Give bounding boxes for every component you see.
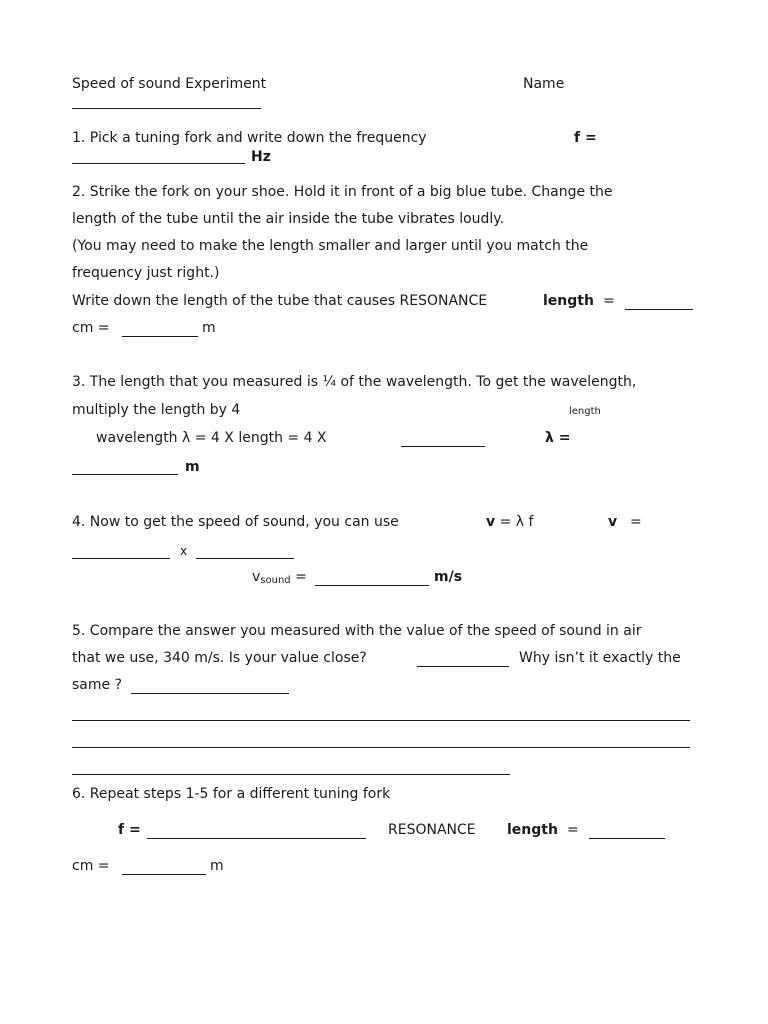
second-length-cm-field[interactable] (589, 838, 665, 839)
step4-v-label: v (608, 514, 618, 530)
step3-unit: m (185, 459, 200, 475)
length-cm-field[interactable] (625, 309, 693, 310)
length-m-field[interactable] (122, 336, 198, 337)
step6-m-label: m (210, 858, 224, 874)
name-label: Name (523, 76, 565, 92)
formula-v: v (486, 514, 496, 530)
step2-line2: length of the tube until the air inside the tube vibrates loudly. (72, 211, 505, 227)
step2-line4: frequency just right.) (72, 265, 220, 281)
step6-f-label: f = (118, 822, 141, 838)
explanation-line-2[interactable] (72, 747, 690, 748)
step3-formula: wavelength λ = 4 X length = 4 X (96, 430, 327, 446)
step6-equals: = (567, 822, 579, 838)
frequency-factor-field[interactable] (196, 558, 294, 559)
step2-equals: = (603, 293, 615, 309)
step6-length-label: length (507, 822, 558, 838)
step6-instruction: 6. Repeat steps 1-5 for a different tuning fork (72, 786, 391, 802)
step3-lambda-label: λ = (545, 430, 571, 446)
step6-resonance: RESONANCE (388, 822, 476, 838)
step4-unit: m/s (434, 569, 463, 585)
step4-instruction: 4. Now to get the speed of sound, you can use (72, 514, 399, 530)
step6-cm-label: cm = (72, 858, 110, 874)
explanation-line-3[interactable] (72, 774, 510, 775)
step4-v-equals: = (630, 514, 642, 530)
step5-line3: same ? (72, 677, 123, 693)
second-length-m-field[interactable] (122, 874, 206, 875)
wavelength-field[interactable] (72, 474, 178, 475)
speed-of-sound-field[interactable] (315, 585, 429, 586)
step3-line2: multiply the length by 4 (72, 402, 241, 418)
step3-line1: 3. The length that you measured is ¼ of the wavelength. To get the wavelength, (72, 374, 637, 390)
why-not-same-field[interactable] (131, 693, 289, 694)
length-times-four-field[interactable] (401, 446, 485, 447)
times-sign: x (180, 544, 188, 558)
step2-length-label: length (543, 293, 594, 309)
step5-line2a: that we use, 340 m/s. Is your value close? (72, 650, 367, 666)
step2-line3: (You may need to make the length smaller and larger until you match the (72, 238, 589, 254)
vsound-equals: = (290, 569, 307, 585)
frequency-field[interactable] (72, 163, 245, 164)
step1-instruction: 1. Pick a tuning fork and write down the frequency (72, 130, 427, 146)
is-close-field[interactable] (417, 666, 509, 667)
worksheet-title: Speed of sound Experiment (72, 76, 267, 92)
step1-f-label: f = (574, 130, 597, 146)
second-frequency-field[interactable] (147, 838, 366, 839)
vsound-v: v (252, 569, 261, 585)
step1-unit: Hz (251, 149, 271, 165)
step5-line1: 5. Compare the answer you measured with the value of the speed of sound in air (72, 623, 642, 639)
vsound-label (252, 568, 307, 590)
step2-m-label: m (202, 320, 216, 336)
name-field[interactable] (72, 108, 261, 109)
formula-rest: = λ f (495, 514, 534, 530)
step2-cm-label: cm = (72, 320, 110, 336)
speed-formula (486, 513, 533, 531)
step2-line5: Write down the length of the tube that causes RESONANCE (72, 293, 488, 309)
explanation-line-1[interactable] (72, 720, 690, 721)
vsound-subscript: sound (260, 575, 291, 586)
step3-length-note: length (569, 406, 601, 417)
step2-line1: 2. Strike the fork on your shoe. Hold it in front of a big blue tube. Change the (72, 184, 613, 200)
step5-line2b: Why isn’t it exactly the (519, 650, 681, 666)
wavelength-factor-field[interactable] (72, 558, 170, 559)
